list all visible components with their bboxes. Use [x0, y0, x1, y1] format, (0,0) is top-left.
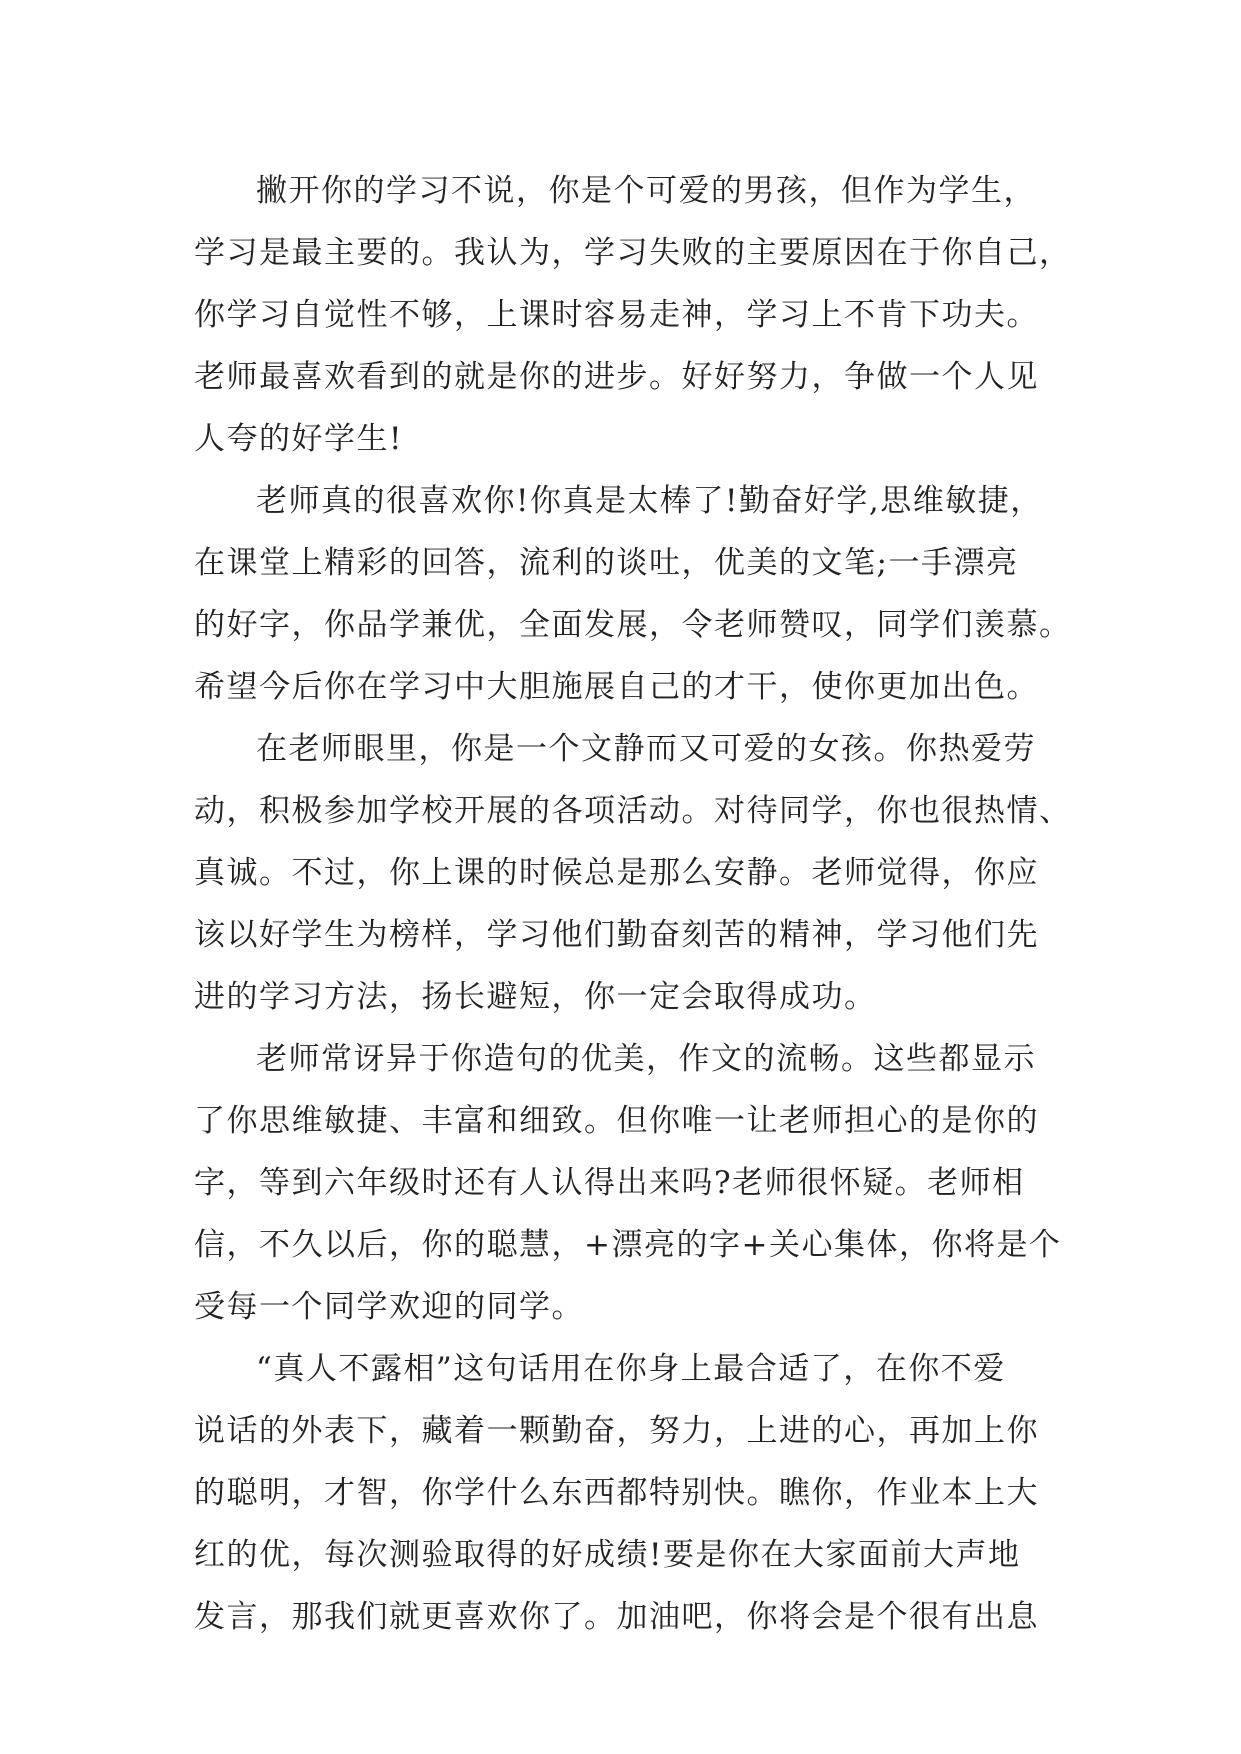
paragraph-line: 的聪明，才智，你学什么东西都特别快。瞧你，作业本上大 [194, 1475, 1039, 1511]
paragraph-1 [194, 160, 1074, 470]
paragraph-line: 人夸的好学生! [194, 421, 403, 457]
paragraph-line: 该以好学生为榜样，学习他们勤奋刻苦的精神，学习他们先 [194, 917, 1039, 953]
paragraph-line: 老师最喜欢看到的就是你的进步。好好努力，争做一个人见 [194, 359, 1039, 395]
paragraph-line: 撇开你的学习不说，你是个可爱的男孩，但作为学生， [256, 173, 1036, 209]
paragraph-line: 受每一个同学欢迎的同学。 [194, 1289, 584, 1325]
paragraph-2 [194, 470, 1074, 718]
paragraph-line: 你学习自觉性不够，上课时容易走神，学习上不肯下功夫。 [194, 297, 1039, 333]
paragraph-line: “真人不露相”这句话用在你身上最合适了，在你不爱 [256, 1351, 1006, 1387]
paragraph-5 [194, 1338, 1074, 1648]
paragraph-line: 希望今后你在学习中大胆施展自己的才干，使你更加出色。 [194, 669, 1039, 705]
paragraph-line: 老师常讶异于你造句的优美，作文的流畅。这些都显示 [256, 1041, 1036, 1077]
paragraph-line: 老师真的很喜欢你!你真是太棒了!勤奋好学,思维敏捷， [256, 483, 1043, 519]
document-body [194, 160, 1074, 1648]
paragraph-line: 真诚。不过，你上课的时候总是那么安静。老师觉得，你应 [194, 855, 1039, 891]
paragraph-line: 说话的外表下，藏着一颗勤奋，努力，上进的心，再加上你 [194, 1413, 1039, 1449]
paragraph-line: 发言，那我们就更喜欢你了。加油吧，你将会是个很有出息 [194, 1599, 1039, 1635]
paragraph-3 [194, 718, 1074, 1028]
paragraph-line: 在课堂上精彩的回答，流利的谈吐，优美的文笔;一手漂亮 [194, 545, 1019, 581]
paragraph-line: 了你思维敏捷、丰富和细致。但你唯一让老师担心的是你的 [194, 1103, 1039, 1139]
paragraph-line: 字，等到六年级时还有人认得出来吗?老师很怀疑。老师相 [194, 1165, 1025, 1201]
paragraph-line: 动，积极参加学校开展的各项活动。对待同学，你也很热情、 [194, 793, 1072, 829]
paragraph-line: 红的优，每次测验取得的好成绩!要是你在大家面前大声地 [194, 1537, 1021, 1573]
paragraph-line: 的好字，你品学兼优，全面发展，令老师赞叹，同学们羡慕。 [194, 607, 1072, 643]
paragraph-4 [194, 1028, 1074, 1338]
paragraph-line: 信，不久以后，你的聪慧，+漂亮的字+关心集体，你将是个 [194, 1227, 1062, 1263]
paragraph-line: 进的学习方法，扬长避短，你一定会取得成功。 [194, 979, 877, 1015]
paragraph-line: 在老师眼里，你是一个文静而又可爱的女孩。你热爱劳 [256, 731, 1036, 767]
paragraph-line: 学习是最主要的。我认为，学习失败的主要原因在于你自己， [194, 235, 1072, 271]
